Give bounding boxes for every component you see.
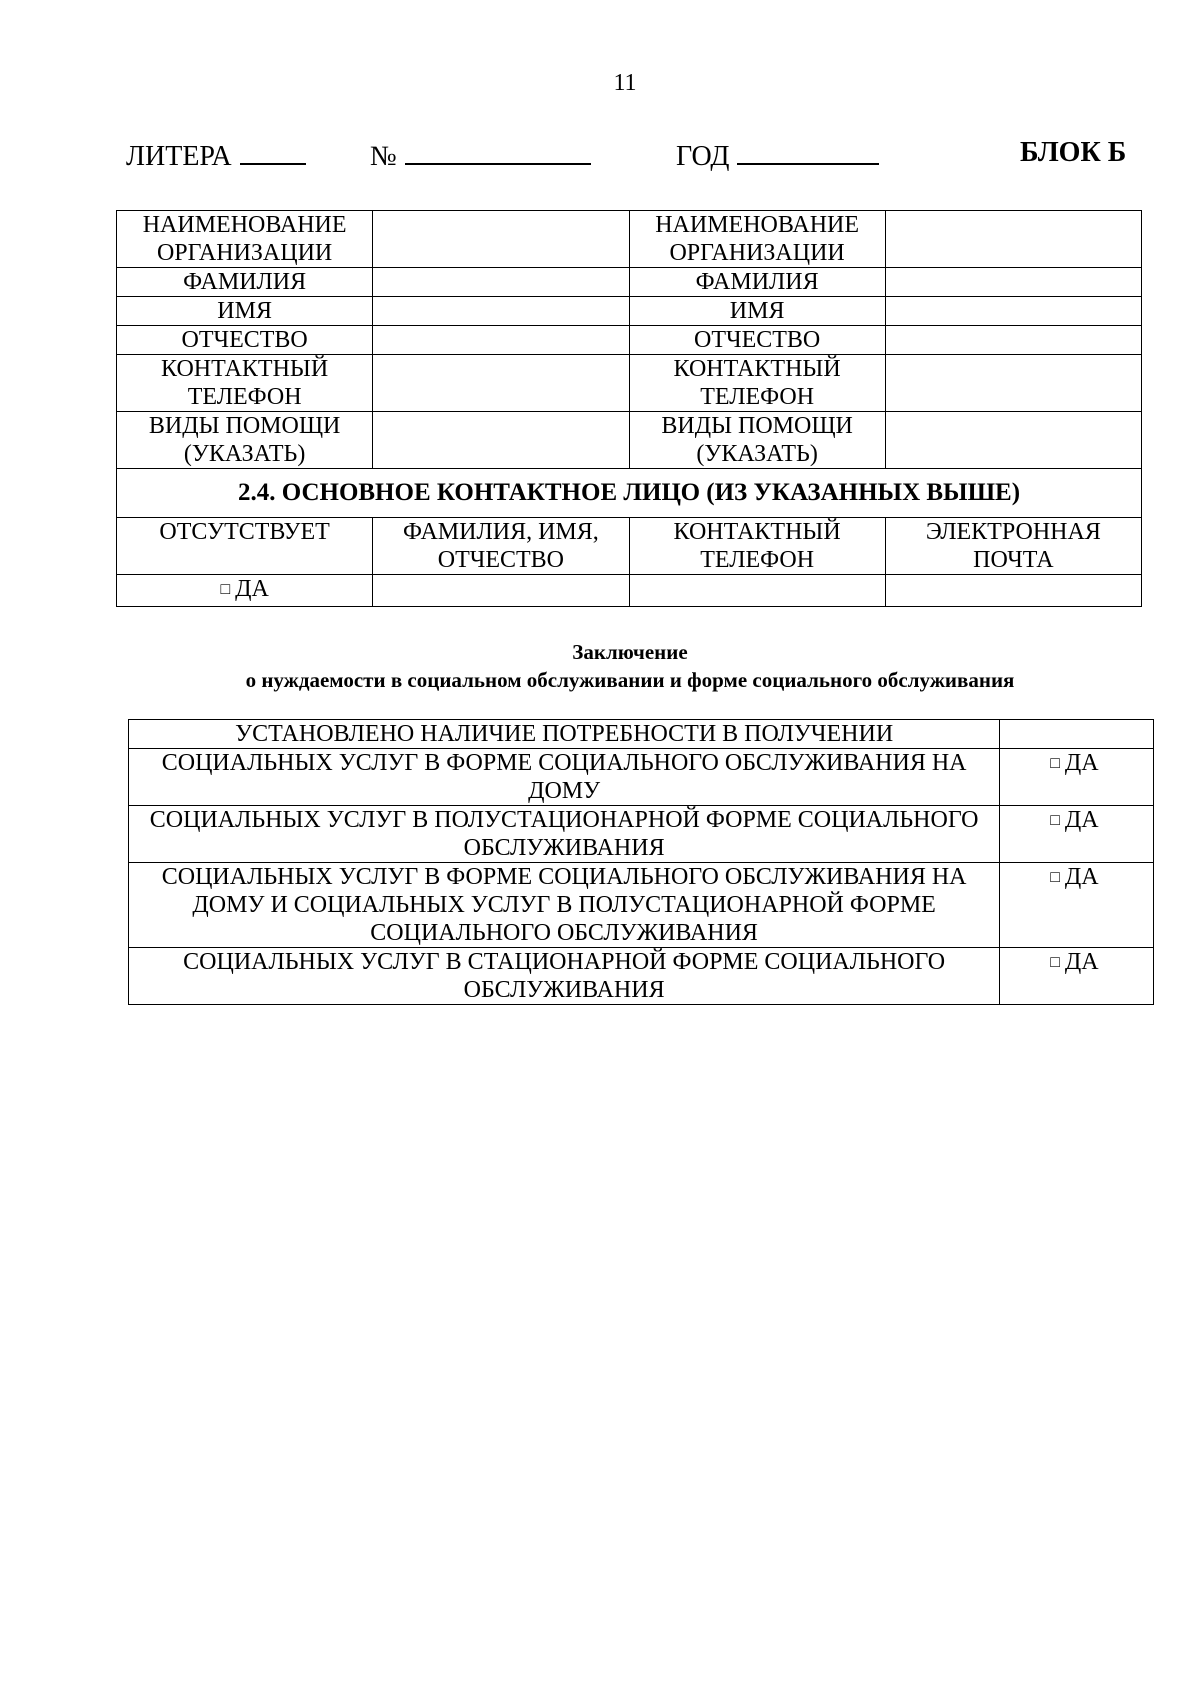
block-label: БЛОК Б — [1020, 137, 1127, 168]
row-label: ИМЯ — [117, 297, 373, 326]
column-header: ОТСУТСТВУЕТ — [117, 518, 373, 575]
checkbox-label: ДА — [1064, 807, 1099, 833]
litera-field — [126, 137, 306, 173]
checkbox-icon: □ — [1050, 869, 1060, 886]
input-cell[interactable] — [373, 412, 629, 469]
column-header: КОНТАКТНЫЙ ТЕЛЕФОН — [629, 518, 885, 575]
input-cell[interactable] — [629, 575, 885, 607]
form-header — [126, 137, 1126, 173]
row-label: НАИМЕНОВАНИЕ ОРГАНИЗАЦИИ — [117, 211, 373, 268]
section-title: 2.4. ОСНОВНОЕ КОНТАКТНОЕ ЛИЦО (ИЗ УКАЗАННЫХ ВЫШЕ) — [117, 469, 1142, 518]
input-cell[interactable] — [885, 575, 1141, 607]
table-row — [129, 948, 1154, 1005]
conclusion-title: Заключение — [572, 640, 688, 664]
column-header: ЭЛЕКТРОННАЯ ПОЧТА — [885, 518, 1141, 575]
row-label: ФАМИЛИЯ — [629, 268, 885, 297]
row-label: ВИДЫ ПОМОЩИ (УКАЗАТЬ) — [629, 412, 885, 469]
input-cell[interactable] — [373, 268, 629, 297]
conclusion-table — [128, 719, 1154, 1005]
conclusion-subtitle: о нуждаемости в социальном обслуживании и форме социального обслуживания — [245, 668, 1015, 692]
checkbox-label: ДА — [1064, 750, 1099, 776]
column-header: ФАМИЛИЯ, ИМЯ, ОТЧЕСТВО — [373, 518, 629, 575]
input-cell[interactable] — [885, 326, 1141, 355]
contacts-table — [116, 210, 1142, 607]
row-label: ИМЯ — [629, 297, 885, 326]
input-cell[interactable] — [885, 355, 1141, 412]
table-row — [129, 806, 1154, 863]
year-input-line[interactable] — [737, 137, 879, 165]
input-cell[interactable] — [885, 297, 1141, 326]
input-cell[interactable] — [885, 268, 1141, 297]
table-row — [117, 297, 1142, 326]
row-label: ОТЧЕСТВО — [117, 326, 373, 355]
checkbox-icon: □ — [1050, 755, 1060, 772]
empty-cell — [1000, 720, 1154, 749]
table-header-row — [129, 720, 1154, 749]
table-row — [117, 211, 1142, 268]
row-label: ВИДЫ ПОМОЩИ (УКАЗАТЬ) — [117, 412, 373, 469]
column-header-row — [117, 518, 1142, 575]
table-row — [117, 355, 1142, 412]
row-label: ФАМИЛИЯ — [117, 268, 373, 297]
page-number: 11 — [613, 70, 637, 96]
input-cell[interactable] — [373, 297, 629, 326]
row-label: КОНТАКТНЫЙ ТЕЛЕФОН — [629, 355, 885, 412]
litera-label: ЛИТЕРА — [126, 141, 232, 172]
table-row — [129, 863, 1154, 948]
option-checkbox[interactable] — [1000, 948, 1154, 1005]
row-label: ОТЧЕСТВО — [629, 326, 885, 355]
table-header: УСТАНОВЛЕНО НАЛИЧИЕ ПОТРЕБНОСТИ В ПОЛУЧЕНИИ — [129, 720, 1000, 749]
year-label: ГОД — [676, 141, 730, 172]
absent-checkbox[interactable] — [117, 575, 373, 607]
table-row — [117, 268, 1142, 297]
table-row — [117, 412, 1142, 469]
checkbox-icon: □ — [220, 581, 231, 598]
number-input-line[interactable] — [405, 137, 591, 165]
option-checkbox[interactable] — [1000, 806, 1154, 863]
table-row — [129, 749, 1154, 806]
checkbox-label: ДА — [1064, 949, 1099, 975]
table-row — [117, 326, 1142, 355]
input-cell[interactable] — [373, 575, 629, 607]
year-field — [676, 137, 879, 173]
number-label: № — [370, 141, 397, 172]
checkbox-icon: □ — [1050, 954, 1060, 971]
option-text: СОЦИАЛЬНЫХ УСЛУГ В ФОРМЕ СОЦИАЛЬНОГО ОБСЛУЖИВАНИЯ НА ДОМУ И СОЦИАЛЬНЫХ УСЛУГ В ПОЛУСТАЦИОНАРНОЙ ФОРМЕ СОЦИАЛЬНОГО ОБСЛУЖИВАНИЯ — [129, 863, 1000, 948]
checkbox-label: ДА — [1064, 864, 1099, 890]
input-cell[interactable] — [373, 211, 629, 268]
checkbox-icon: □ — [1050, 812, 1060, 829]
option-text: СОЦИАЛЬНЫХ УСЛУГ В ФОРМЕ СОЦИАЛЬНОГО ОБСЛУЖИВАНИЯ НА ДОМУ — [129, 749, 1000, 806]
option-text: СОЦИАЛЬНЫХ УСЛУГ В ПОЛУСТАЦИОНАРНОЙ ФОРМЕ СОЦИАЛЬНОГО ОБСЛУЖИВАНИЯ — [129, 806, 1000, 863]
option-text: СОЦИАЛЬНЫХ УСЛУГ В СТАЦИОНАРНОЙ ФОРМЕ СОЦИАЛЬНОГО ОБСЛУЖИВАНИЯ — [129, 948, 1000, 1005]
number-field — [370, 137, 591, 173]
option-checkbox[interactable] — [1000, 749, 1154, 806]
row-label: КОНТАКТНЫЙ ТЕЛЕФОН — [117, 355, 373, 412]
litera-input-line[interactable] — [240, 137, 306, 165]
input-cell[interactable] — [885, 211, 1141, 268]
input-cell[interactable] — [373, 355, 629, 412]
row-label: НАИМЕНОВАНИЕ ОРГАНИЗАЦИИ — [629, 211, 885, 268]
absent-option-label: ДА — [235, 576, 269, 602]
section-row — [117, 469, 1142, 518]
input-cell[interactable] — [885, 412, 1141, 469]
input-cell[interactable] — [373, 326, 629, 355]
table-row — [117, 575, 1142, 607]
option-checkbox[interactable] — [1000, 863, 1154, 948]
